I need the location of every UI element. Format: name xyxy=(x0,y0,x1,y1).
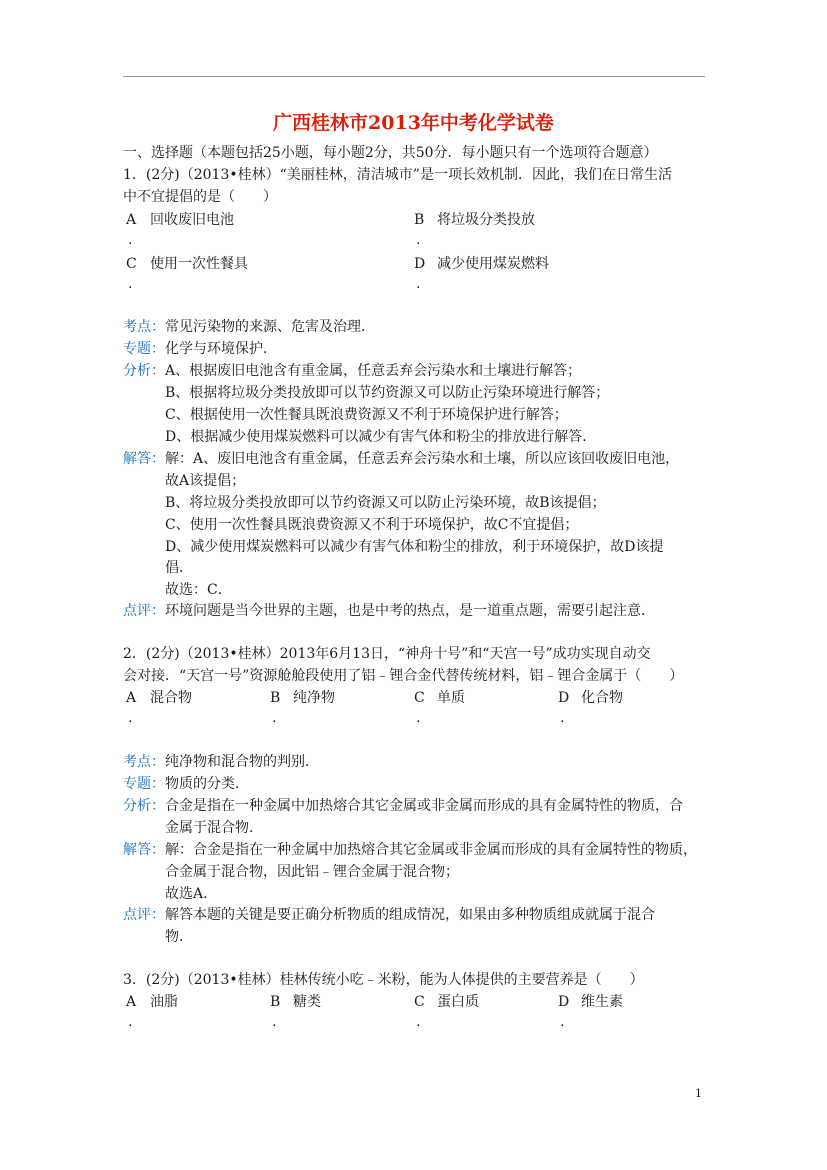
q1-option-b-letter: B xyxy=(414,212,425,228)
q3-option-a-text: 油脂 xyxy=(150,994,178,1010)
q2-option-a-dot: . xyxy=(128,710,133,726)
q1-jieda-line: D、减少使用煤炭燃料可以减少有害气体和粉尘的排放，利于环境保护，故D该提 xyxy=(165,539,664,555)
q2-jieda-line: 合金属于混合物，因此铝﹣锂合金属于混合物； xyxy=(165,864,459,880)
q3-option-b-dot: . xyxy=(272,1014,277,1030)
section-heading: 一、选择题（本题包括25小题，每小题2分，共50分．每小题只有一个选项符合题意） xyxy=(123,145,658,161)
q2-jieda-line: 故选A． xyxy=(165,886,218,902)
q1-option-a-text: 回收废旧电池 xyxy=(150,212,234,228)
q2-option-b-dot: . xyxy=(272,710,277,726)
q1-option-c-text: 使用一次性餐具 xyxy=(150,256,248,272)
q2-option-c-dot: . xyxy=(416,710,421,726)
q1-stem-line1: 1．(2分)（2013•桂林）“美丽桂林，清洁城市”是一项长效机制．因此，我们在日常生活 xyxy=(123,167,672,183)
q1-jieda-line: B、将垃圾分类投放即可以节约资源又可以防止污染环境，故B该提倡； xyxy=(165,495,606,511)
page-number: 1 xyxy=(695,1087,702,1100)
q3-option-d-dot: . xyxy=(560,1014,565,1030)
q2-kaodian-label: 考点： xyxy=(123,754,165,770)
page-title: 广西桂林市2013年中考化学试卷 xyxy=(273,112,554,134)
q3-option-c-letter: C xyxy=(414,994,425,1010)
q1-option-d-dot: . xyxy=(416,276,421,292)
q2-jieda-line: 解：合金是指在一种金属中加热熔合其它金属或非金属而形成的具有金属特性的物质， xyxy=(165,842,697,858)
q2-option-d-letter: D xyxy=(558,690,570,706)
q2-dianping-line: 物． xyxy=(165,929,193,945)
q1-fenxi-line: C、根据使用一次性餐具既浪费资源又不利于环境保护进行解答； xyxy=(165,407,568,423)
q1-kaodian-text: 常见污染物的来源、危害及治理． xyxy=(165,319,375,335)
q2-stem-line1: 2．(2分)（2013•桂林）2013年6月13日，“神舟十号”和“天宫一号”成功实现自动交 xyxy=(123,646,651,662)
q2-dianping-label: 点评： xyxy=(123,907,165,923)
q1-zhuanti-text: 化学与环境保护． xyxy=(165,341,277,357)
q1-jieda-line: 故A该提倡； xyxy=(165,473,246,489)
q3-option-d-letter: D xyxy=(558,994,570,1010)
q1-option-b-text: 将垃圾分类投放 xyxy=(437,212,535,228)
q2-jieda-label: 解答： xyxy=(123,842,165,858)
header-rule xyxy=(123,76,705,77)
q3-option-d-text: 维生素 xyxy=(581,994,623,1010)
q1-option-d-letter: D xyxy=(414,256,426,272)
q2-option-d-dot: . xyxy=(560,710,565,726)
q1-jieda-line: C、使用一次性餐具既浪费资源又不利于环境保护，故C不宜提倡； xyxy=(165,517,579,533)
q3-stem-line1: 3．(2分)（2013•桂林）桂林传统小吃﹣米粉，能为人体提供的主要营养是（ ） xyxy=(123,972,644,988)
q1-option-c-letter: C xyxy=(126,256,137,272)
q1-option-a-dot: . xyxy=(128,232,133,248)
q1-fenxi-line: D、根据减少使用煤炭燃料可以减少有害气体和粉尘的排放进行解答． xyxy=(165,429,597,445)
q2-fenxi-label: 分析： xyxy=(123,798,165,814)
q1-jieda-line: 倡． xyxy=(165,560,193,576)
q2-option-c-letter: C xyxy=(414,690,425,706)
q2-zhuanti-label: 专题： xyxy=(123,776,165,792)
q2-zhuanti-text: 物质的分类． xyxy=(165,776,249,792)
q1-jieda-line: 解：A、废旧电池含有重金属，任意丢弃会污染水和土壤，所以应该回收废旧电池， xyxy=(165,451,680,467)
q1-dianping-label: 点评： xyxy=(123,603,165,619)
q2-option-c-text: 单质 xyxy=(437,690,465,706)
q2-option-b-text: 纯净物 xyxy=(293,690,335,706)
q3-option-a-dot: . xyxy=(128,1014,133,1030)
q1-jieda-line: 故选：C． xyxy=(165,582,232,598)
q2-option-a-letter: A xyxy=(126,690,137,706)
q1-kaodian-label: 考点： xyxy=(123,319,165,335)
q3-option-b-text: 糖类 xyxy=(293,994,321,1010)
q2-option-d-text: 化合物 xyxy=(581,690,623,706)
q2-kaodian-text: 纯净物和混合物的判别． xyxy=(165,754,319,770)
q3-option-c-dot: . xyxy=(416,1014,421,1030)
q2-fenxi-line: 合金是指在一种金属中加热熔合其它金属或非金属而形成的具有金属特性的物质，合 xyxy=(165,798,683,814)
q3-option-a-letter: A xyxy=(126,994,137,1010)
q1-option-d-text: 减少使用煤炭燃料 xyxy=(437,256,549,272)
q1-zhuanti-label: 专题： xyxy=(123,341,165,357)
q1-fenxi-line: B、根据将垃圾分类投放即可以节约资源又可以防止污染环境进行解答； xyxy=(165,385,610,401)
q1-jieda-label: 解答： xyxy=(123,451,165,467)
q1-fenxi-label: 分析： xyxy=(123,363,165,379)
q1-fenxi-line: A、根据废旧电池含有重金属，任意丢弃会污染水和土壤进行解答； xyxy=(165,363,582,379)
q3-option-b-letter: B xyxy=(270,994,281,1010)
q2-option-b-letter: B xyxy=(270,690,281,706)
q1-stem-line2: 中不宜提倡的是（ ） xyxy=(123,189,277,205)
q1-option-b-dot: . xyxy=(416,232,421,248)
q2-fenxi-line: 金属于混合物． xyxy=(165,820,263,836)
q2-stem-line2: 会对接．“天宫一号”资源舱舱段使用了铝﹣锂合金代替传统材料，铝﹣锂合金属于（ ） xyxy=(123,668,684,684)
q1-option-c-dot: . xyxy=(128,276,133,292)
q2-dianping-line: 解答本题的关键是要正确分析物质的组成情况，如果由多种物质组成就属于混合 xyxy=(165,907,655,923)
q3-option-c-text: 蛋白质 xyxy=(437,994,479,1010)
q2-option-a-text: 混合物 xyxy=(150,690,192,706)
q1-dianping-text: 环境问题是当今世界的主题，也是中考的热点，是一道重点题，需要引起注意． xyxy=(165,603,655,619)
q1-option-a-letter: A xyxy=(126,212,137,228)
